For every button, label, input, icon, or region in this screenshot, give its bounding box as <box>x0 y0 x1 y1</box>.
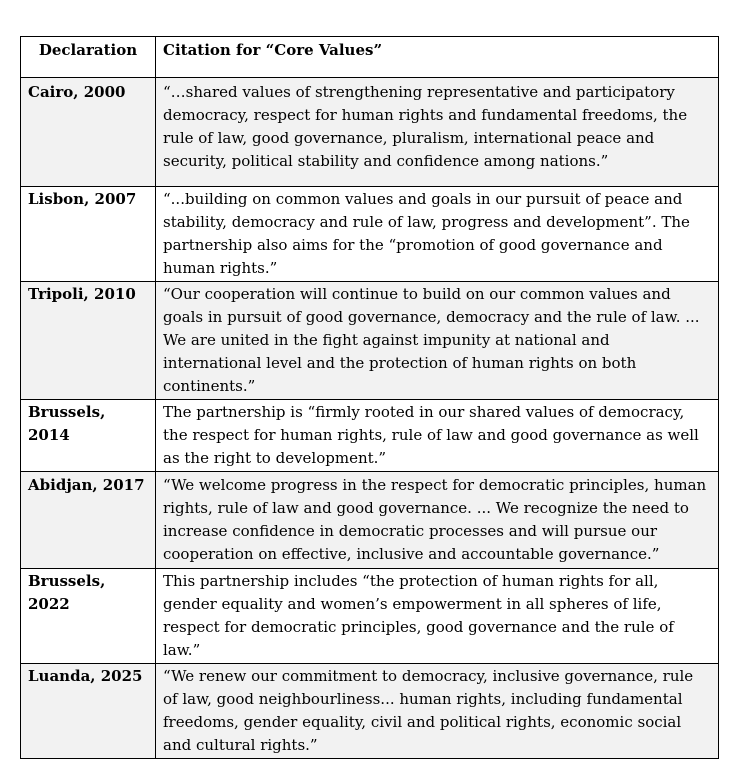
declaration-cell: Luanda, 2025 <box>21 664 156 759</box>
citation-cell: “We welcome progress in the respect for democratic principles, human rights, rule of law and good governance. ... We recognize the need to increase confidence in democratic processes and will pursue our cooperation on effective, inclusive and accountable governance.” <box>156 472 719 569</box>
declaration-cell: Brussels, 2014 <box>21 400 156 472</box>
declaration-cell: Brussels, 2022 <box>21 569 156 664</box>
table-header-row <box>21 37 719 78</box>
declaration-column-header: Declaration <box>21 37 156 78</box>
table-row <box>21 569 719 664</box>
citation-cell: “...building on common values and goals in our pursuit of peace and stability, democracy and rule of law, progress and development”. The partnership also aims for the “promotion of good governance and human rights.” <box>156 187 719 282</box>
table-row <box>21 664 719 759</box>
citation-cell: “…shared values of strengthening representative and participatory democracy, respect for human rights and fundamental freedoms, the rule of law, good governance, pluralism, international peace and security, political stability and confidence among nations.” <box>156 78 719 187</box>
table-row <box>21 78 719 187</box>
citation-cell: “Our cooperation will continue to build on our common values and goals in pursuit of good governance, democracy and the rule of law. ... We are united in the fight against impunity at national and international level and the protection of human rights on both continents.” <box>156 282 719 400</box>
declaration-cell: Abidjan, 2017 <box>21 472 156 569</box>
table-row <box>21 282 719 400</box>
declaration-cell: Cairo, 2000 <box>21 78 156 187</box>
citation-cell: This partnership includes “the protection of human rights for all, gender equality and women’s empowerment in all spheres of life, respect for democratic principles, good governance and the rule of law.” <box>156 569 719 664</box>
table-row <box>21 472 719 569</box>
declarations-table <box>20 36 719 759</box>
table-row <box>21 400 719 472</box>
declaration-cell: Lisbon, 2007 <box>21 187 156 282</box>
citation-column-header: Citation for “Core Values” <box>156 37 719 78</box>
table-row <box>21 187 719 282</box>
declaration-cell: Tripoli, 2010 <box>21 282 156 400</box>
citation-cell: “We renew our commitment to democracy, inclusive governance, rule of law, good neighbourliness... human rights, including fundamental freedoms, gender equality, civil and political rights, economic social and cultural rights.” <box>156 664 719 759</box>
citation-cell: The partnership is “firmly rooted in our shared values of democracy, the respect for human rights, rule of law and good governance as well as the right to development.” <box>156 400 719 472</box>
